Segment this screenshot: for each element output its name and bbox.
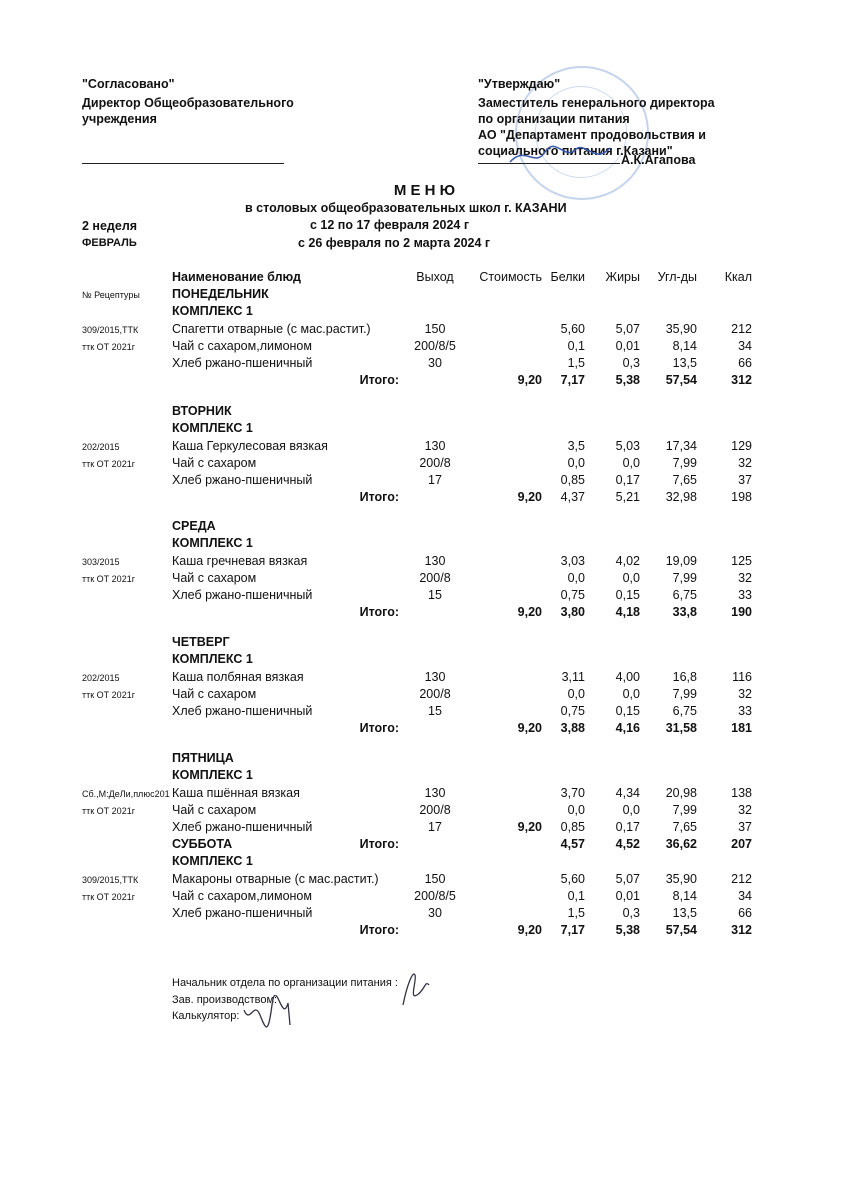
recipe-number: Сб.,М:ДеЛи,плюс201: [82, 788, 170, 799]
total-kcal: 181: [731, 721, 752, 736]
total-carbs: 57,54: [665, 923, 697, 938]
table-row: [0, 704, 849, 721]
dish-name: Хлеб ржано-пшеничный: [172, 820, 313, 835]
header-carbs: Угл-ды: [657, 270, 697, 284]
dish-name: Хлеб ржано-пшеничный: [172, 356, 313, 371]
page-title: М Е Н Ю: [393, 182, 456, 199]
total-label: Итого:: [359, 837, 399, 852]
signature-icon: [240, 995, 300, 1040]
dish-output: 130: [424, 785, 446, 800]
total-kcal: 312: [731, 373, 752, 388]
table-row: [0, 786, 849, 803]
dish-output: 30: [428, 356, 442, 371]
recipe-number: 309/2015,ТТК: [82, 874, 139, 885]
table-row: [0, 473, 849, 490]
day-name: ПЯТНИЦА: [172, 751, 234, 765]
total-protein: 7,17: [560, 923, 585, 938]
total-fat: 4,16: [615, 721, 640, 736]
total-protein: 7,17: [560, 373, 585, 388]
total-label: Итого:: [359, 605, 399, 620]
dish-kcal: 37: [738, 473, 752, 488]
dish-fat: 0,01: [615, 888, 640, 903]
table-row: [0, 339, 849, 356]
day-name: ПОНЕДЕЛЬНИК: [172, 287, 269, 301]
recipe-number: ттк ОТ 2021г: [82, 891, 135, 902]
dish-carbs: 13,5: [672, 906, 697, 921]
dish-protein: 0,0: [567, 802, 585, 817]
total-label: Итого:: [359, 721, 399, 736]
dish-name: Каша полбяная вязкая: [172, 669, 304, 684]
header-name: Наименование блюд: [172, 270, 301, 284]
day-block: [0, 635, 849, 739]
signature-icon: [395, 965, 435, 1010]
dish-output: 200/8: [419, 570, 451, 585]
footer-line: Зав. производством:: [172, 994, 278, 1006]
dish-kcal: 34: [738, 338, 752, 353]
dish-name: Каша пшённая вязкая: [172, 785, 300, 800]
approved-line: Заместитель генерального директора: [478, 96, 715, 110]
dish-protein: 5,60: [560, 871, 585, 886]
total-row: [0, 923, 849, 940]
dish-protein: 5,60: [560, 321, 585, 336]
dish-kcal: 116: [732, 669, 752, 684]
dish-output: 200/8: [419, 455, 451, 470]
table-row: [0, 687, 849, 704]
total-label: Итого:: [359, 923, 399, 938]
approved-signer: А.К.Агапова: [621, 153, 696, 167]
complex-name: КОМПЛЕКС 1: [172, 854, 253, 869]
footer-line: Калькулятор:: [172, 1010, 240, 1022]
header-protein: Белки: [550, 270, 585, 284]
complex-name: КОМПЛЕКС 1: [172, 652, 253, 667]
dish-carbs: 35,90: [665, 871, 697, 886]
agreed-title: "Согласовано": [82, 77, 175, 91]
dish-kcal: 66: [738, 906, 752, 921]
dish-protein: 0,0: [567, 570, 585, 585]
day-name: СРЕДА: [172, 519, 216, 533]
total-label: Итого:: [359, 373, 399, 388]
dish-carbs: 17,34: [665, 438, 697, 453]
dish-name: Хлеб ржано-пшеничный: [172, 473, 313, 488]
recipe-number: 202/2015: [82, 441, 120, 452]
month-label: ФЕВРАЛЬ: [82, 237, 137, 249]
total-cost: 9,20: [517, 490, 542, 505]
total-label: Итого:: [359, 490, 399, 505]
dish-kcal: 125: [731, 553, 752, 568]
dish-fat: 0,0: [622, 802, 640, 817]
table-row: [0, 356, 849, 373]
dish-name: Чай с сахаром: [172, 686, 257, 701]
approved-line: АО "Департамент продовольствия и: [478, 128, 706, 142]
dish-carbs: 20,98: [665, 785, 697, 800]
recipe-number: ттк ОТ 2021г: [82, 573, 135, 584]
day-block: [0, 519, 849, 623]
total-carbs: 33,8: [672, 605, 697, 620]
dish-carbs: 7,99: [672, 570, 697, 585]
recipe-number: ттк ОТ 2021г: [82, 458, 135, 469]
dish-output: 200/8: [419, 802, 451, 817]
day-name: СУББОТА: [172, 837, 233, 851]
total-fat: 5,38: [615, 373, 640, 388]
dish-fat: 4,34: [615, 785, 640, 800]
total-fat: 4,18: [615, 605, 640, 620]
dish-name: Чай с сахаром: [172, 570, 257, 585]
dish-output: 200/8/5: [414, 888, 456, 903]
table-row: [0, 820, 849, 837]
dish-kcal: 212: [731, 871, 752, 886]
day-block: [0, 837, 849, 941]
signature-icon: [505, 140, 615, 170]
dish-kcal: 138: [731, 785, 752, 800]
total-carbs: 36,62: [665, 837, 697, 852]
total-protein: 4,37: [560, 490, 585, 505]
total-carbs: 31,58: [665, 721, 697, 736]
total-kcal: 198: [731, 490, 752, 505]
total-protein: 3,80: [560, 605, 585, 620]
agreed-line: учреждения: [82, 112, 157, 126]
dish-fat: 5,03: [615, 438, 640, 453]
complex-name: КОМПЛЕКС 1: [172, 304, 253, 319]
dish-output: 130: [424, 438, 446, 453]
table-row: [0, 571, 849, 588]
dish-name: Хлеб ржано-пшеничный: [172, 704, 313, 719]
dish-carbs: 7,99: [672, 686, 697, 701]
total-cost: 9,20: [517, 373, 542, 388]
dish-kcal: 37: [738, 820, 752, 835]
dish-protein: 0,85: [560, 820, 585, 835]
dish-output: 17: [428, 473, 442, 488]
dish-name: Чай с сахаром,лимоном: [172, 338, 312, 353]
table-row: [0, 803, 849, 820]
header-out: Выход: [416, 270, 454, 284]
dish-fat: 0,01: [615, 338, 640, 353]
complex-name: КОМПЛЕКС 1: [172, 536, 253, 551]
dish-carbs: 19,09: [665, 553, 697, 568]
dish-carbs: 7,65: [672, 473, 697, 488]
header-kcal: Ккал: [724, 270, 752, 284]
table-row: [0, 889, 849, 906]
dish-kcal: 33: [738, 704, 752, 719]
dish-protein: 3,5: [567, 438, 585, 453]
total-protein: 3,88: [560, 721, 585, 736]
dish-carbs: 7,65: [672, 820, 697, 835]
period-1: с 12 по 17 февраля 2024 г: [310, 218, 470, 232]
day-name: ЧЕТВЕРГ: [172, 635, 230, 649]
dish-kcal: 129: [731, 438, 752, 453]
total-cost: 9,20: [517, 923, 542, 938]
dish-name: Чай с сахаром: [172, 455, 257, 470]
table-row: [0, 906, 849, 923]
dish-name: Чай с сахаром: [172, 802, 257, 817]
dish-fat: 4,02: [615, 553, 640, 568]
total-kcal: 190: [731, 605, 752, 620]
dish-fat: 0,3: [622, 356, 640, 371]
day-name: ВТОРНИК: [172, 404, 232, 418]
header-fat: Жиры: [605, 270, 640, 284]
dish-fat: 0,0: [622, 686, 640, 701]
period-2: с 26 февраля по 2 марта 2024 г: [298, 236, 491, 250]
dish-kcal: 32: [738, 686, 752, 701]
table-row: [0, 322, 849, 339]
dish-protein: 0,1: [567, 888, 585, 903]
dish-fat: 0,0: [622, 570, 640, 585]
table-row: [0, 588, 849, 605]
total-cost: 9,20: [517, 721, 542, 736]
recipe-number: ттк ОТ 2021г: [82, 805, 135, 816]
approved-title: "Утверждаю": [478, 77, 561, 91]
dish-kcal: 32: [738, 570, 752, 585]
table-row: [0, 554, 849, 571]
dish-protein: 1,5: [567, 906, 585, 921]
dish-protein: 0,0: [567, 686, 585, 701]
dish-kcal: 212: [731, 321, 752, 336]
dish-output: 15: [428, 588, 442, 603]
dish-protein: 0,75: [560, 704, 585, 719]
day-block: [0, 404, 849, 508]
complex-name: КОМПЛЕКС 1: [172, 768, 253, 783]
recipe-number: 202/2015: [82, 672, 120, 683]
dish-fat: 5,07: [615, 871, 640, 886]
dish-name: Хлеб ржано-пшеничный: [172, 588, 313, 603]
dish-name: Макароны отварные (с мас.растит.): [172, 871, 379, 886]
dish-protein: 3,03: [560, 553, 585, 568]
dish-carbs: 6,75: [672, 704, 697, 719]
dish-output: 130: [424, 553, 446, 568]
dish-protein: 1,5: [567, 356, 585, 371]
dish-name: Чай с сахаром,лимоном: [172, 888, 312, 903]
dish-carbs: 6,75: [672, 588, 697, 603]
dish-output: 15: [428, 704, 442, 719]
total-fat: 5,21: [615, 490, 640, 505]
dish-fat: 0,3: [622, 906, 640, 921]
table-row: [0, 670, 849, 687]
dish-fat: 0,15: [615, 704, 640, 719]
dish-carbs: 7,99: [672, 802, 697, 817]
approved-line: социального питания г.Казани": [478, 144, 673, 158]
dish-kcal: 32: [738, 455, 752, 470]
dish-output: 150: [424, 321, 446, 336]
dish-cost: 9,20: [517, 820, 542, 835]
recipe-number: ттк ОТ 2021г: [82, 341, 135, 352]
complex-name: КОМПЛЕКС 1: [172, 421, 253, 436]
dish-output: 200/8: [419, 686, 451, 701]
dish-carbs: 16,8: [672, 669, 697, 684]
total-protein: 4,57: [560, 837, 585, 852]
day-block: [0, 287, 849, 391]
dish-fat: 0,0: [622, 455, 640, 470]
dish-name: Хлеб ржано-пшеничный: [172, 906, 313, 921]
total-row: [0, 373, 849, 390]
dish-fat: 0,15: [615, 588, 640, 603]
dish-carbs: 7,99: [672, 455, 697, 470]
recipe-number: 303/2015: [82, 556, 120, 567]
dish-output: 17: [428, 820, 442, 835]
dish-name: Каша Геркулесовая вязкая: [172, 438, 328, 453]
recipe-number: ттк ОТ 2021г: [82, 689, 135, 700]
total-row: [0, 605, 849, 622]
dish-output: 30: [428, 906, 442, 921]
footer-line: Начальник отдела по организации питания :: [172, 977, 398, 989]
total-carbs: 32,98: [665, 490, 697, 505]
dish-name: Спагетти отварные (с мас.растит.): [172, 321, 371, 336]
dish-protein: 0,85: [560, 473, 585, 488]
dish-protein: 0,1: [567, 338, 585, 353]
total-cost: 9,20: [517, 605, 542, 620]
dish-kcal: 34: [738, 888, 752, 903]
table-row: [0, 456, 849, 473]
total-carbs: 57,54: [665, 373, 697, 388]
table-row: [0, 439, 849, 456]
total-row: [0, 490, 849, 507]
dish-protein: 3,70: [560, 785, 585, 800]
dish-output: 200/8/5: [414, 338, 456, 353]
total-kcal: 312: [731, 923, 752, 938]
dish-protein: 3,11: [561, 669, 585, 684]
dish-carbs: 8,14: [672, 338, 697, 353]
total-fat: 5,38: [615, 923, 640, 938]
signature-line: [82, 163, 284, 164]
header-recipe: № Рецептуры: [82, 290, 140, 301]
header-cost: Стоимость: [479, 270, 542, 284]
dish-output: 150: [424, 871, 446, 886]
dish-protein: 0,75: [560, 588, 585, 603]
total-row: [0, 721, 849, 738]
total-fat: 4,52: [615, 837, 640, 852]
dish-output: 130: [424, 669, 446, 684]
dish-carbs: 13,5: [672, 356, 697, 371]
dish-name: Каша гречневая вязкая: [172, 553, 308, 568]
week-label: 2 неделя: [82, 219, 138, 233]
approved-line: по организации питания: [478, 112, 630, 126]
dish-kcal: 32: [738, 802, 752, 817]
total-kcal: 207: [731, 837, 752, 852]
dish-fat: 0,17: [615, 473, 640, 488]
recipe-number: 309/2015,ТТК: [82, 324, 139, 335]
page-subtitle: в столовых общеобразовательных школ г. КАЗАНИ: [245, 201, 567, 215]
dish-protein: 0,0: [567, 455, 585, 470]
dish-fat: 5,07: [615, 321, 640, 336]
dish-kcal: 33: [738, 588, 752, 603]
table-row: [0, 872, 849, 889]
dish-fat: 0,17: [615, 820, 640, 835]
dish-fat: 4,00: [615, 669, 640, 684]
agreed-line: Директор Общеобразовательного: [82, 96, 294, 110]
dish-kcal: 66: [738, 356, 752, 371]
dish-carbs: 8,14: [672, 888, 697, 903]
dish-carbs: 35,90: [665, 321, 697, 336]
